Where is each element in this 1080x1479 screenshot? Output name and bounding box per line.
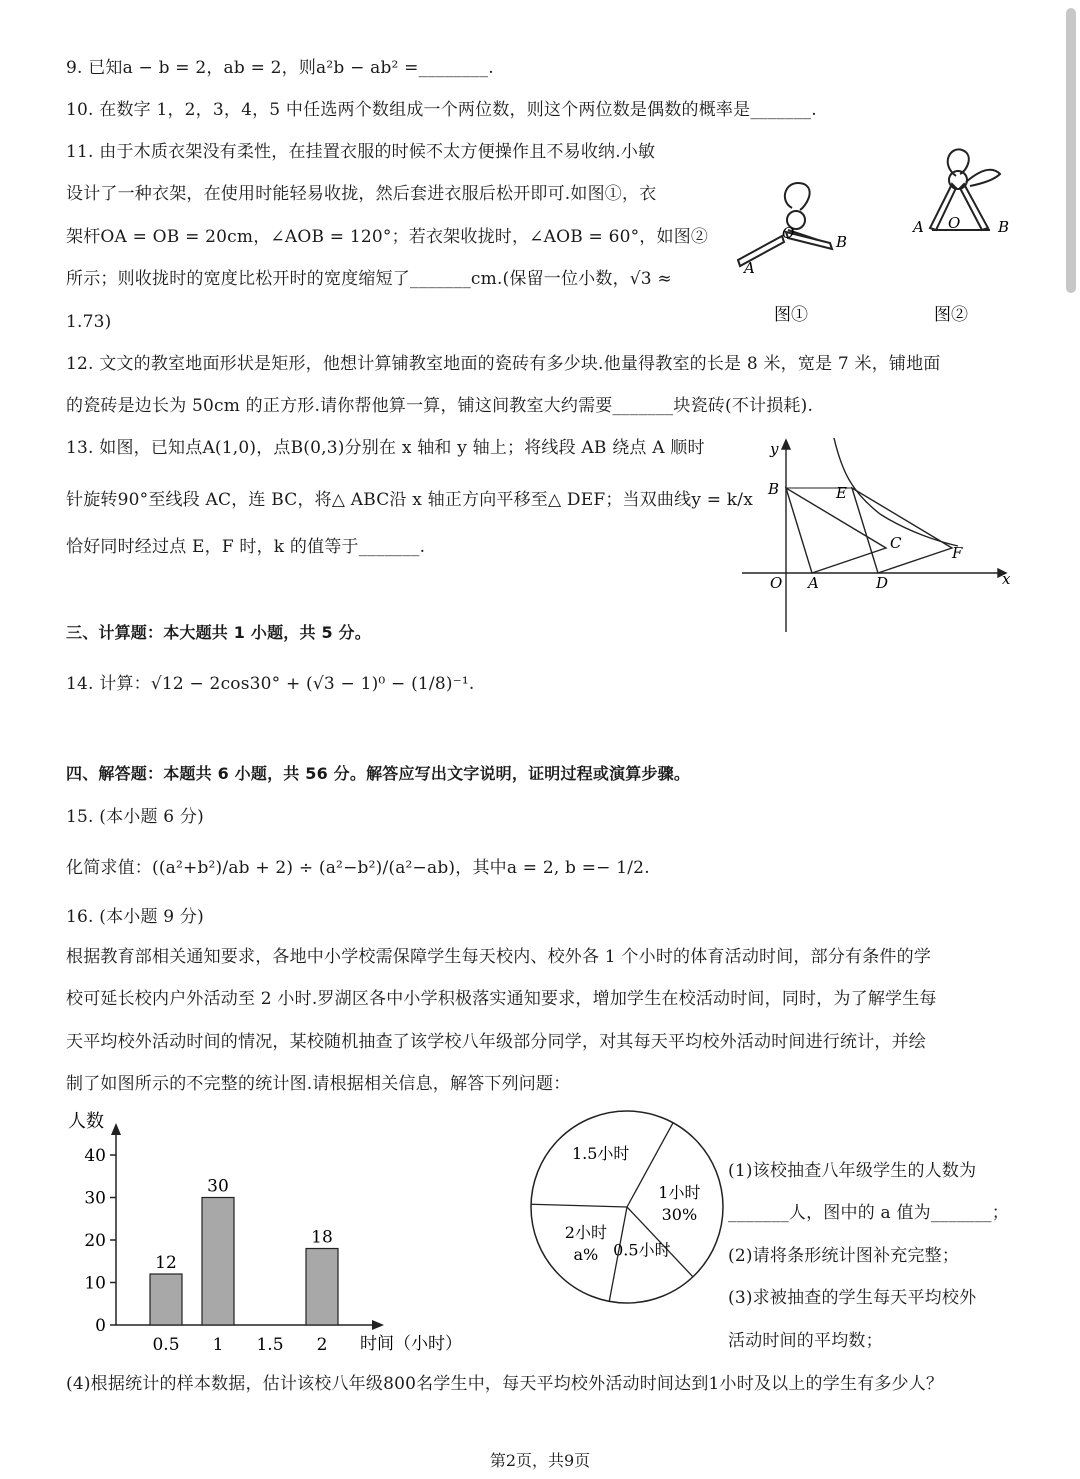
bar-chart-x-tick-label: 0.5 — [152, 1335, 180, 1355]
question-16-sub-2: (2)请将条形统计图补充完整； — [728, 1246, 960, 1266]
bar-chart-data-label: 12 — [155, 1253, 177, 1273]
graph-label-b: B — [768, 480, 780, 498]
triangle-def — [852, 488, 952, 573]
question-16-sub-1: (1)该校抽查八年级学生的人数为 — [728, 1161, 977, 1181]
hanger-1-label-a: A — [744, 259, 755, 277]
question-16-sub-4: (4)根据统计的样本数据，估计该校八年级800名学生中，每天平均校外活动时间达到1小时及以上的学生有多少人？ — [66, 1374, 944, 1394]
pie-chart — [525, 1105, 730, 1310]
question-11-line-4: 所示；则收拢时的宽度比松开时的宽度缩短了_______cm.(保留一位小数，√3 ≈ — [66, 269, 672, 289]
coordinate-graph — [740, 432, 1020, 637]
hanger-1-caption: 图① — [774, 305, 808, 325]
bar-chart-x-tick-label: 2 — [316, 1335, 328, 1355]
bar-chart-y-tick-label: 30 — [84, 1188, 106, 1209]
bar-chart-y-arrow — [111, 1123, 121, 1135]
graph-label-e: E — [836, 484, 847, 502]
question-12-line-1: 12. 文文的教室地面形状是矩形，他想计算铺教室地面的瓷砖有多少块.他量得教室的长是 8 米，宽是 7 米，铺地面 — [66, 354, 941, 374]
pie-slice-label: 2小时 — [564, 1223, 607, 1243]
graph-label-c: C — [890, 534, 902, 552]
question-13-line-2: 针旋转90°至线段 AC，连 BC，将△ ABC沿 x 轴正方向平移至△ DEF；当双曲线y = k/x — [66, 490, 753, 510]
question-12-line-2: 的瓷砖是边长为 50cm 的正方形.请你帮他算一算，铺这间教室大约需要_______块瓷砖(不计损耗). — [66, 396, 814, 416]
question-11-line-2: 设计了一种衣架，在使用时能轻易收拢，然后套进衣服后松开即可.如图①，衣 — [66, 184, 657, 204]
pie-divider — [531, 1204, 627, 1207]
question-11-line-1: 11. 由于木质衣架没有柔性，在挂置衣服的时候不太方便操作且不易收纳.小敏 — [66, 142, 656, 162]
bar-chart-y-tick-label: 40 — [84, 1146, 106, 1166]
question-16-head: 16. (本小题 9 分) — [66, 907, 204, 927]
y-axis-arrow — [782, 440, 790, 449]
question-16-sub-1b: _______人，图中的 a 值为_______； — [728, 1203, 1009, 1223]
question-15-head: 15. (本小题 6 分) — [66, 807, 204, 827]
hanger-2-caption: 图② — [934, 305, 968, 325]
pie-slice-label: 0.5小时 — [613, 1240, 671, 1260]
bar-chart-bar — [150, 1274, 182, 1325]
graph-label-x: x — [1002, 570, 1011, 588]
hanger-figures — [730, 140, 1030, 335]
question-16-sub-3b: 活动时间的平均数； — [728, 1331, 883, 1351]
bar-chart-y-tick-label: 0 — [95, 1316, 106, 1336]
question-14: 14. 计算：√12 − 2cos30° + (√3 − 1)⁰ − (1/8)⁻¹. — [66, 674, 475, 694]
question-10: 10. 在数字 1，2，3，4，5 中任选两个数组成一个两位数，则这个两位数是偶数的概率是_______. — [66, 100, 817, 120]
hanger-2-drawing — [930, 149, 1000, 230]
bar-chart-x-tick-label: 1 — [212, 1335, 224, 1355]
question-16-line-1: 根据教育部相关通知要求，各地中小学校需保障学生每天校内、校外各 1 个小时的体育活动时间，部分有条件的学 — [66, 947, 932, 967]
section-3-heading: 三、计算题：本大题共 1 小题，共 5 分。 — [66, 623, 371, 642]
pie-slice-value: a% — [573, 1245, 599, 1265]
question-9: 9. 已知a − b = 2，ab = 2，则a²b − ab² =________. — [66, 58, 494, 78]
bar-chart-xlabel: 时间（小时） — [360, 1334, 462, 1354]
page-footer: 第2页，共9页 — [489, 1451, 591, 1470]
bar-chart-y-tick-label: 20 — [84, 1231, 106, 1251]
bar-chart-x-tick-label: 1.5 — [256, 1335, 284, 1355]
bar-chart-data-label: 30 — [207, 1176, 229, 1197]
bar-chart — [60, 1105, 480, 1355]
pie-slice-label: 1小时 — [658, 1183, 701, 1203]
question-11-line-3: 架杆OA = OB = 20cm，∠AOB = 120°；若衣架收拢时，∠AOB = 60°，如图② — [66, 227, 709, 247]
hanger-1-label-b: B — [836, 233, 848, 251]
bar-chart-ylabel: 人数 — [68, 1111, 104, 1132]
hanger-2-label-a: A — [913, 218, 924, 236]
graph-label-a: A — [808, 574, 819, 592]
question-13-line-3: 恰好同时经过点 E，F 时，k 的值等于_______. — [66, 537, 426, 557]
pie-slice-label: 1.5小时 — [571, 1144, 630, 1164]
graph-label-o: O — [770, 574, 783, 592]
bar-chart-x-arrow — [372, 1320, 384, 1330]
question-15: 化简求值：((a²+b²)/ab + 2) ÷ (a²−b²)/(a²−ab)，其中a = 2, b =− 1/2. — [66, 858, 650, 878]
graph-label-d: D — [876, 574, 889, 592]
bar-chart-data-label: 18 — [311, 1227, 333, 1248]
hanger-2-label-b: B — [998, 218, 1010, 236]
pie-slice-value: 30% — [661, 1205, 698, 1225]
hanger-1-label-o: O — [782, 224, 795, 242]
hanger-2-label-o: O — [948, 214, 961, 232]
section-4-heading: 四、解答题：本题共 6 小题，共 56 分。解答应写出文字说明，证明过程或演算步骤。 — [66, 764, 691, 783]
graph-label-f: F — [952, 544, 963, 562]
question-16-line-3: 天平均校外活动时间的情况，某校随机抽查了该学校八年级部分同学，对其每天平均校外活动时间进行统计，并绘 — [66, 1032, 926, 1052]
graph-label-y: y — [770, 440, 779, 458]
question-16-line-4: 制了如图所示的不完整的统计图.请根据相关信息，解答下列问题： — [66, 1074, 571, 1094]
question-13-line-1: 13. 如图，已知点A(1,0)，点B(0,3)分别在 x 轴和 y 轴上；将线段 AB 绕点 A 顺时 — [66, 438, 705, 458]
bar-chart-y-tick-label: 10 — [84, 1273, 106, 1294]
scrollbar[interactable] — [1066, 8, 1076, 293]
bar-chart-bar — [202, 1198, 234, 1326]
question-16-sub-3: (3)求被抽查的学生每天平均校外 — [728, 1288, 977, 1308]
question-16-line-2: 校可延长校内户外活动至 2 小时.罗湖区各中小学积极落实通知要求，增加学生在校活动时间，同时，为了解学生每 — [66, 989, 937, 1009]
question-11-line-5: 1.73) — [66, 312, 112, 332]
bar-chart-bar — [306, 1249, 338, 1326]
